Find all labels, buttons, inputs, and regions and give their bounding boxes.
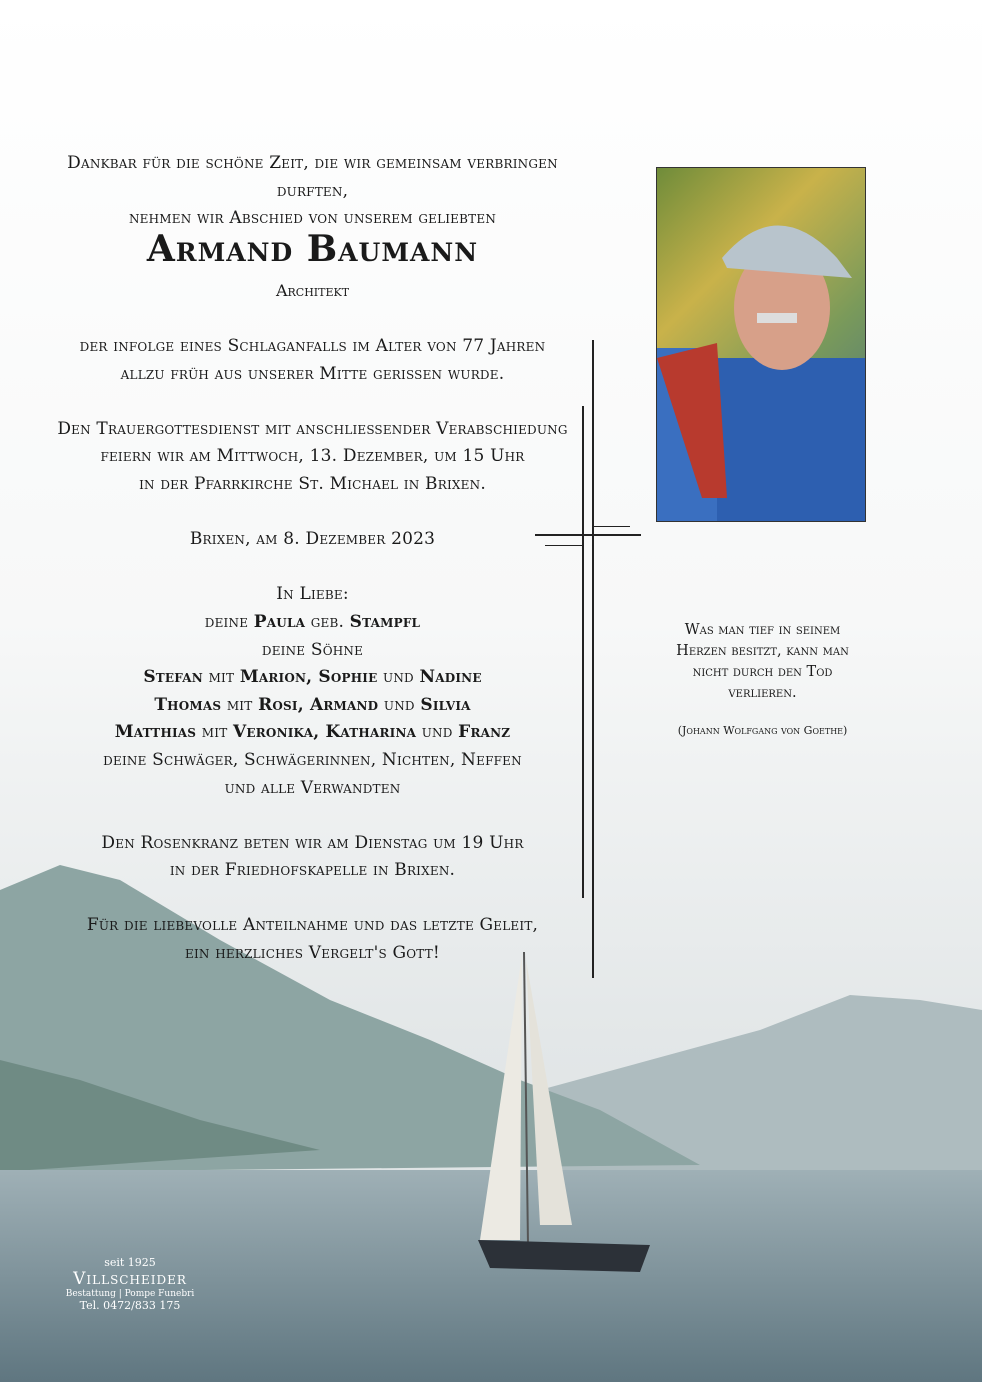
intro-line: Dankbar für die schöne Zeit, die wir gemeinsam verbringen durften, — [67, 153, 558, 201]
text-segment: Brixen, am 8. Dezember 2023 — [189, 529, 436, 550]
logo-since: seit 1925 — [104, 1256, 156, 1269]
text-segment: mit — [196, 722, 234, 743]
name-highlight: Rosi, Armand — [258, 694, 379, 715]
cross-horizontal — [535, 534, 641, 536]
text-segment: In Liebe: — [276, 584, 349, 605]
name-highlight: Marion, Sophie — [239, 667, 378, 688]
spacer — [40, 885, 585, 913]
notice-body — [40, 333, 585, 968]
logo-phone: Tel. 0472/833 175 — [79, 1299, 181, 1312]
text-segment: und — [416, 722, 459, 743]
text-segment: deine Söhne — [261, 639, 364, 660]
text-segment: mit — [221, 694, 259, 715]
deceased-name: Armand Baumann — [146, 228, 479, 270]
name-highlight: Thomas — [154, 694, 222, 715]
notice-line — [40, 443, 585, 471]
notice-line — [40, 912, 585, 940]
portrait-photo — [656, 167, 866, 522]
profession: Architekt — [275, 281, 350, 300]
intro-text — [40, 150, 585, 233]
text-segment: und alle Verwandten — [224, 777, 401, 798]
name-highlight: Nadine — [419, 667, 482, 688]
cross-vertical-short — [582, 406, 584, 898]
notice-line — [40, 637, 585, 665]
notice-line — [40, 581, 585, 609]
name-highlight: Silvia — [420, 694, 471, 715]
notice-line — [40, 416, 585, 444]
name-highlight: Stefan — [143, 667, 203, 688]
intro-line: nehmen wir Abschied von unserem geliebten — [128, 208, 497, 229]
text-segment: Den Rosenkranz beten wir am Dienstag um 19 Uhr — [101, 832, 524, 853]
notice-line — [40, 333, 585, 361]
logo-tagline: Bestattung | Pompe Funebri — [65, 1289, 195, 1299]
cross-horizontal-upper — [594, 526, 630, 527]
notice-line — [40, 747, 585, 775]
name-highlight: Matthias — [114, 722, 197, 743]
quote-line: Herzen besitzt, kann man — [676, 643, 849, 659]
text-segment: ein herzliches Vergelt's Gott! — [185, 943, 440, 964]
notice-line — [40, 526, 585, 554]
spacer — [40, 388, 585, 416]
quote-line: nicht durch den Tod — [692, 664, 833, 680]
spacer — [40, 554, 585, 582]
text-segment: der infolge eines Schlaganfalls im Alter von 77 Jahren — [79, 336, 546, 356]
notice-line — [40, 719, 585, 747]
cross-horizontal-lower — [545, 545, 583, 546]
quote-line: Was man tief in seinem — [684, 622, 841, 638]
text-segment: deine Schwäger, Schwägerinnen, Nichten, Neffen — [103, 749, 522, 770]
name-highlight: Veronika, Katharina — [233, 722, 417, 743]
notice-line — [40, 361, 585, 389]
text-segment: und — [378, 694, 421, 715]
text-segment: geb. — [305, 611, 350, 632]
quote-source: (Johann Wolfgang von Goethe) — [677, 724, 848, 737]
text-segment: feiern wir am Mittwoch, 13. Dezember, um 15 Uhr — [100, 446, 525, 467]
notice-line — [40, 940, 585, 968]
name-highlight: Paula — [253, 611, 306, 632]
text-segment: Für die liebevolle Anteilnahme und das letzte Geleit, — [86, 915, 539, 936]
notice-line — [40, 692, 585, 720]
notice-line — [40, 664, 585, 692]
quote-line: verlieren. — [728, 685, 797, 701]
text-segment: allzu früh aus unserer Mitte gerissen wurde. — [120, 363, 505, 384]
notice-line — [40, 609, 585, 637]
spacer — [40, 499, 585, 527]
funeral-home-logo — [60, 1256, 200, 1312]
notice-line — [40, 471, 585, 499]
name-highlight: Franz — [458, 722, 511, 743]
text-segment: in der Friedhofskapelle in Brixen. — [169, 860, 456, 881]
notice-line — [40, 830, 585, 858]
notice-line — [40, 775, 585, 803]
text-segment: mit — [202, 667, 240, 688]
notice-line — [40, 857, 585, 885]
cross-vertical-long — [592, 340, 594, 978]
name-highlight: Stampfl — [349, 611, 421, 632]
spacer — [40, 802, 585, 830]
quote — [650, 620, 875, 704]
text-segment: Den Trauergottesdienst mit anschließender Verabschiedung — [57, 418, 568, 439]
logo-name: Villscheider — [73, 1269, 187, 1289]
text-segment: deine — [204, 611, 254, 632]
text-segment: in der Pfarrkirche St. Michael in Brixen. — [139, 473, 486, 494]
text-segment: und — [377, 667, 420, 688]
